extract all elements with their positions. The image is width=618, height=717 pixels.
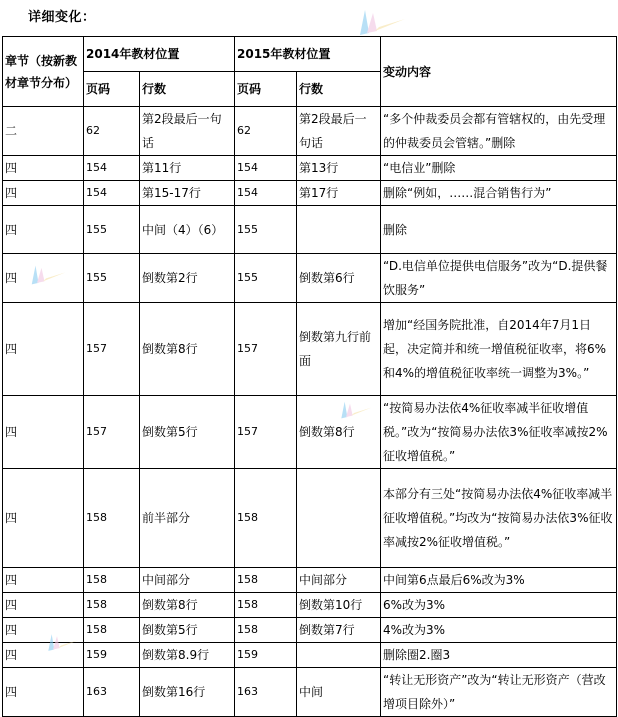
- page-2015-cell: 157: [235, 396, 297, 469]
- header-2014-line: 行数: [140, 72, 235, 107]
- change-cell: 4%改为3%: [381, 618, 617, 643]
- watermark-icon: [355, 5, 415, 40]
- table-row: [3, 254, 617, 303]
- table-body: [3, 107, 617, 717]
- page-2015-cell: 163: [235, 668, 297, 717]
- line-2014-cell: 倒数第8.9行: [140, 643, 235, 668]
- table-row: [3, 618, 617, 643]
- page-2015-cell: 158: [235, 568, 297, 593]
- chapter-cell: 四: [3, 206, 84, 254]
- chapter-cell: 四: [3, 254, 84, 303]
- page-2014-cell: 158: [84, 469, 140, 568]
- change-table: [2, 36, 617, 717]
- line-2015-cell: 中间部分: [297, 568, 381, 593]
- line-2015-cell: 倒数第8行: [297, 396, 381, 469]
- change-cell: “D.电信单位提供电信服务”改为“D.提供餐饮服务”: [381, 254, 617, 303]
- table-row: [3, 643, 617, 668]
- chapter-cell: 四: [3, 156, 84, 181]
- line-2014-cell: 第2段最后一句话: [140, 107, 235, 156]
- line-2015-cell: 第17行: [297, 181, 381, 206]
- header-2015-page: 页码: [235, 72, 297, 107]
- table-row: [3, 396, 617, 469]
- change-cell: 增加“经国务院批准，自2014年7月1日起，决定简并和统一增值税征收率，将6%和4%的增值税征收率统一调整为3%。”: [381, 303, 617, 396]
- table-row: [3, 593, 617, 618]
- chapter-cell: 四: [3, 469, 84, 568]
- change-cell: “电信业”删除: [381, 156, 617, 181]
- header-2015-position: 2015年教材位置: [235, 37, 381, 72]
- table-row: [3, 568, 617, 593]
- table-row: [3, 303, 617, 396]
- page-2014-cell: 154: [84, 156, 140, 181]
- page-2015-cell: 155: [235, 206, 297, 254]
- header-chapter: 章节（按新教材章节分布）: [3, 37, 84, 107]
- change-cell: 中间第6点最后6%改为3%: [381, 568, 617, 593]
- line-2014-cell: 倒数第5行: [140, 396, 235, 469]
- chapter-cell: 四: [3, 593, 84, 618]
- line-2015-cell: 倒数第7行: [297, 618, 381, 643]
- table-row: [3, 206, 617, 254]
- page-2014-cell: 158: [84, 568, 140, 593]
- line-2014-cell: 中间（4）（6）: [140, 206, 235, 254]
- header-2014-page: 页码: [84, 72, 140, 107]
- page-2014-cell: 155: [84, 206, 140, 254]
- line-2015-cell: 倒数第6行: [297, 254, 381, 303]
- chapter-cell: 四: [3, 396, 84, 469]
- change-cell: 本部分有三处“按简易办法依4%征收率减半征收增值税。”均改为“按简易办法依3%征收率减按2%征收增值税。”: [381, 469, 617, 568]
- chapter-cell: 四: [3, 668, 84, 717]
- page-2015-cell: 158: [235, 593, 297, 618]
- change-cell: 删除圈2.圈3: [381, 643, 617, 668]
- page-2014-cell: 154: [84, 181, 140, 206]
- change-cell: “多个仲裁委员会都有管辖权的，由先受理的仲裁委员会管辖。”删除: [381, 107, 617, 156]
- change-cell: 6%改为3%: [381, 593, 617, 618]
- chapter-cell: 四: [3, 618, 84, 643]
- table-row: [3, 181, 617, 206]
- line-2015-cell: 第2段最后一句话: [297, 107, 381, 156]
- page-2015-cell: 62: [235, 107, 297, 156]
- page-2015-cell: 158: [235, 618, 297, 643]
- line-2014-cell: 倒数第16行: [140, 668, 235, 717]
- line-2014-cell: 前半部分: [140, 469, 235, 568]
- chapter-cell: 四: [3, 181, 84, 206]
- chapter-cell: 四: [3, 643, 84, 668]
- page-2015-cell: 155: [235, 254, 297, 303]
- chapter-cell: 二: [3, 107, 84, 156]
- line-2014-cell: 第11行: [140, 156, 235, 181]
- page-2014-cell: 157: [84, 396, 140, 469]
- page-2014-cell: 158: [84, 593, 140, 618]
- page-2014-cell: 159: [84, 643, 140, 668]
- line-2014-cell: 倒数第5行: [140, 618, 235, 643]
- page-2014-cell: 158: [84, 618, 140, 643]
- line-2015-cell: 第13行: [297, 156, 381, 181]
- table-row: [3, 668, 617, 717]
- line-2015-cell: [297, 469, 381, 568]
- header-2014-position: 2014年教材位置: [84, 37, 235, 72]
- line-2014-cell: 倒数第8行: [140, 303, 235, 396]
- page-2015-cell: 159: [235, 643, 297, 668]
- table-row: [3, 107, 617, 156]
- page-2015-cell: 154: [235, 181, 297, 206]
- page-2015-cell: 154: [235, 156, 297, 181]
- table-row: [3, 469, 617, 568]
- chapter-cell: 四: [3, 303, 84, 396]
- line-2014-cell: 中间部分: [140, 568, 235, 593]
- line-2015-cell: [297, 643, 381, 668]
- line-2014-cell: 第15-17行: [140, 181, 235, 206]
- chapter-cell: 四: [3, 568, 84, 593]
- line-2015-cell: 倒数第九行前面: [297, 303, 381, 396]
- line-2014-cell: 倒数第8行: [140, 593, 235, 618]
- header-change: 变动内容: [381, 37, 617, 107]
- change-cell: “按简易办法依4%征收率减半征收增值税。”改为“按简易办法依3%征收率减按2%征收增值税。”: [381, 396, 617, 469]
- change-cell: 删除“例如，……混合销售行为”: [381, 181, 617, 206]
- change-cell: “转让无形资产”改为“转让无形资产（营改增项目除外）”: [381, 668, 617, 717]
- page-2014-cell: 155: [84, 254, 140, 303]
- header-2015-line: 行数: [297, 72, 381, 107]
- page-2014-cell: 163: [84, 668, 140, 717]
- line-2014-cell: 倒数第2行: [140, 254, 235, 303]
- line-2015-cell: [297, 206, 381, 254]
- change-cell: 删除: [381, 206, 617, 254]
- page-2015-cell: 158: [235, 469, 297, 568]
- table-row: [3, 156, 617, 181]
- page-2014-cell: 62: [84, 107, 140, 156]
- line-2015-cell: 倒数第10行: [297, 593, 381, 618]
- page-2014-cell: 157: [84, 303, 140, 396]
- page-title: 详细变化：: [28, 10, 96, 25]
- line-2015-cell: 中间: [297, 668, 381, 717]
- page-2015-cell: 157: [235, 303, 297, 396]
